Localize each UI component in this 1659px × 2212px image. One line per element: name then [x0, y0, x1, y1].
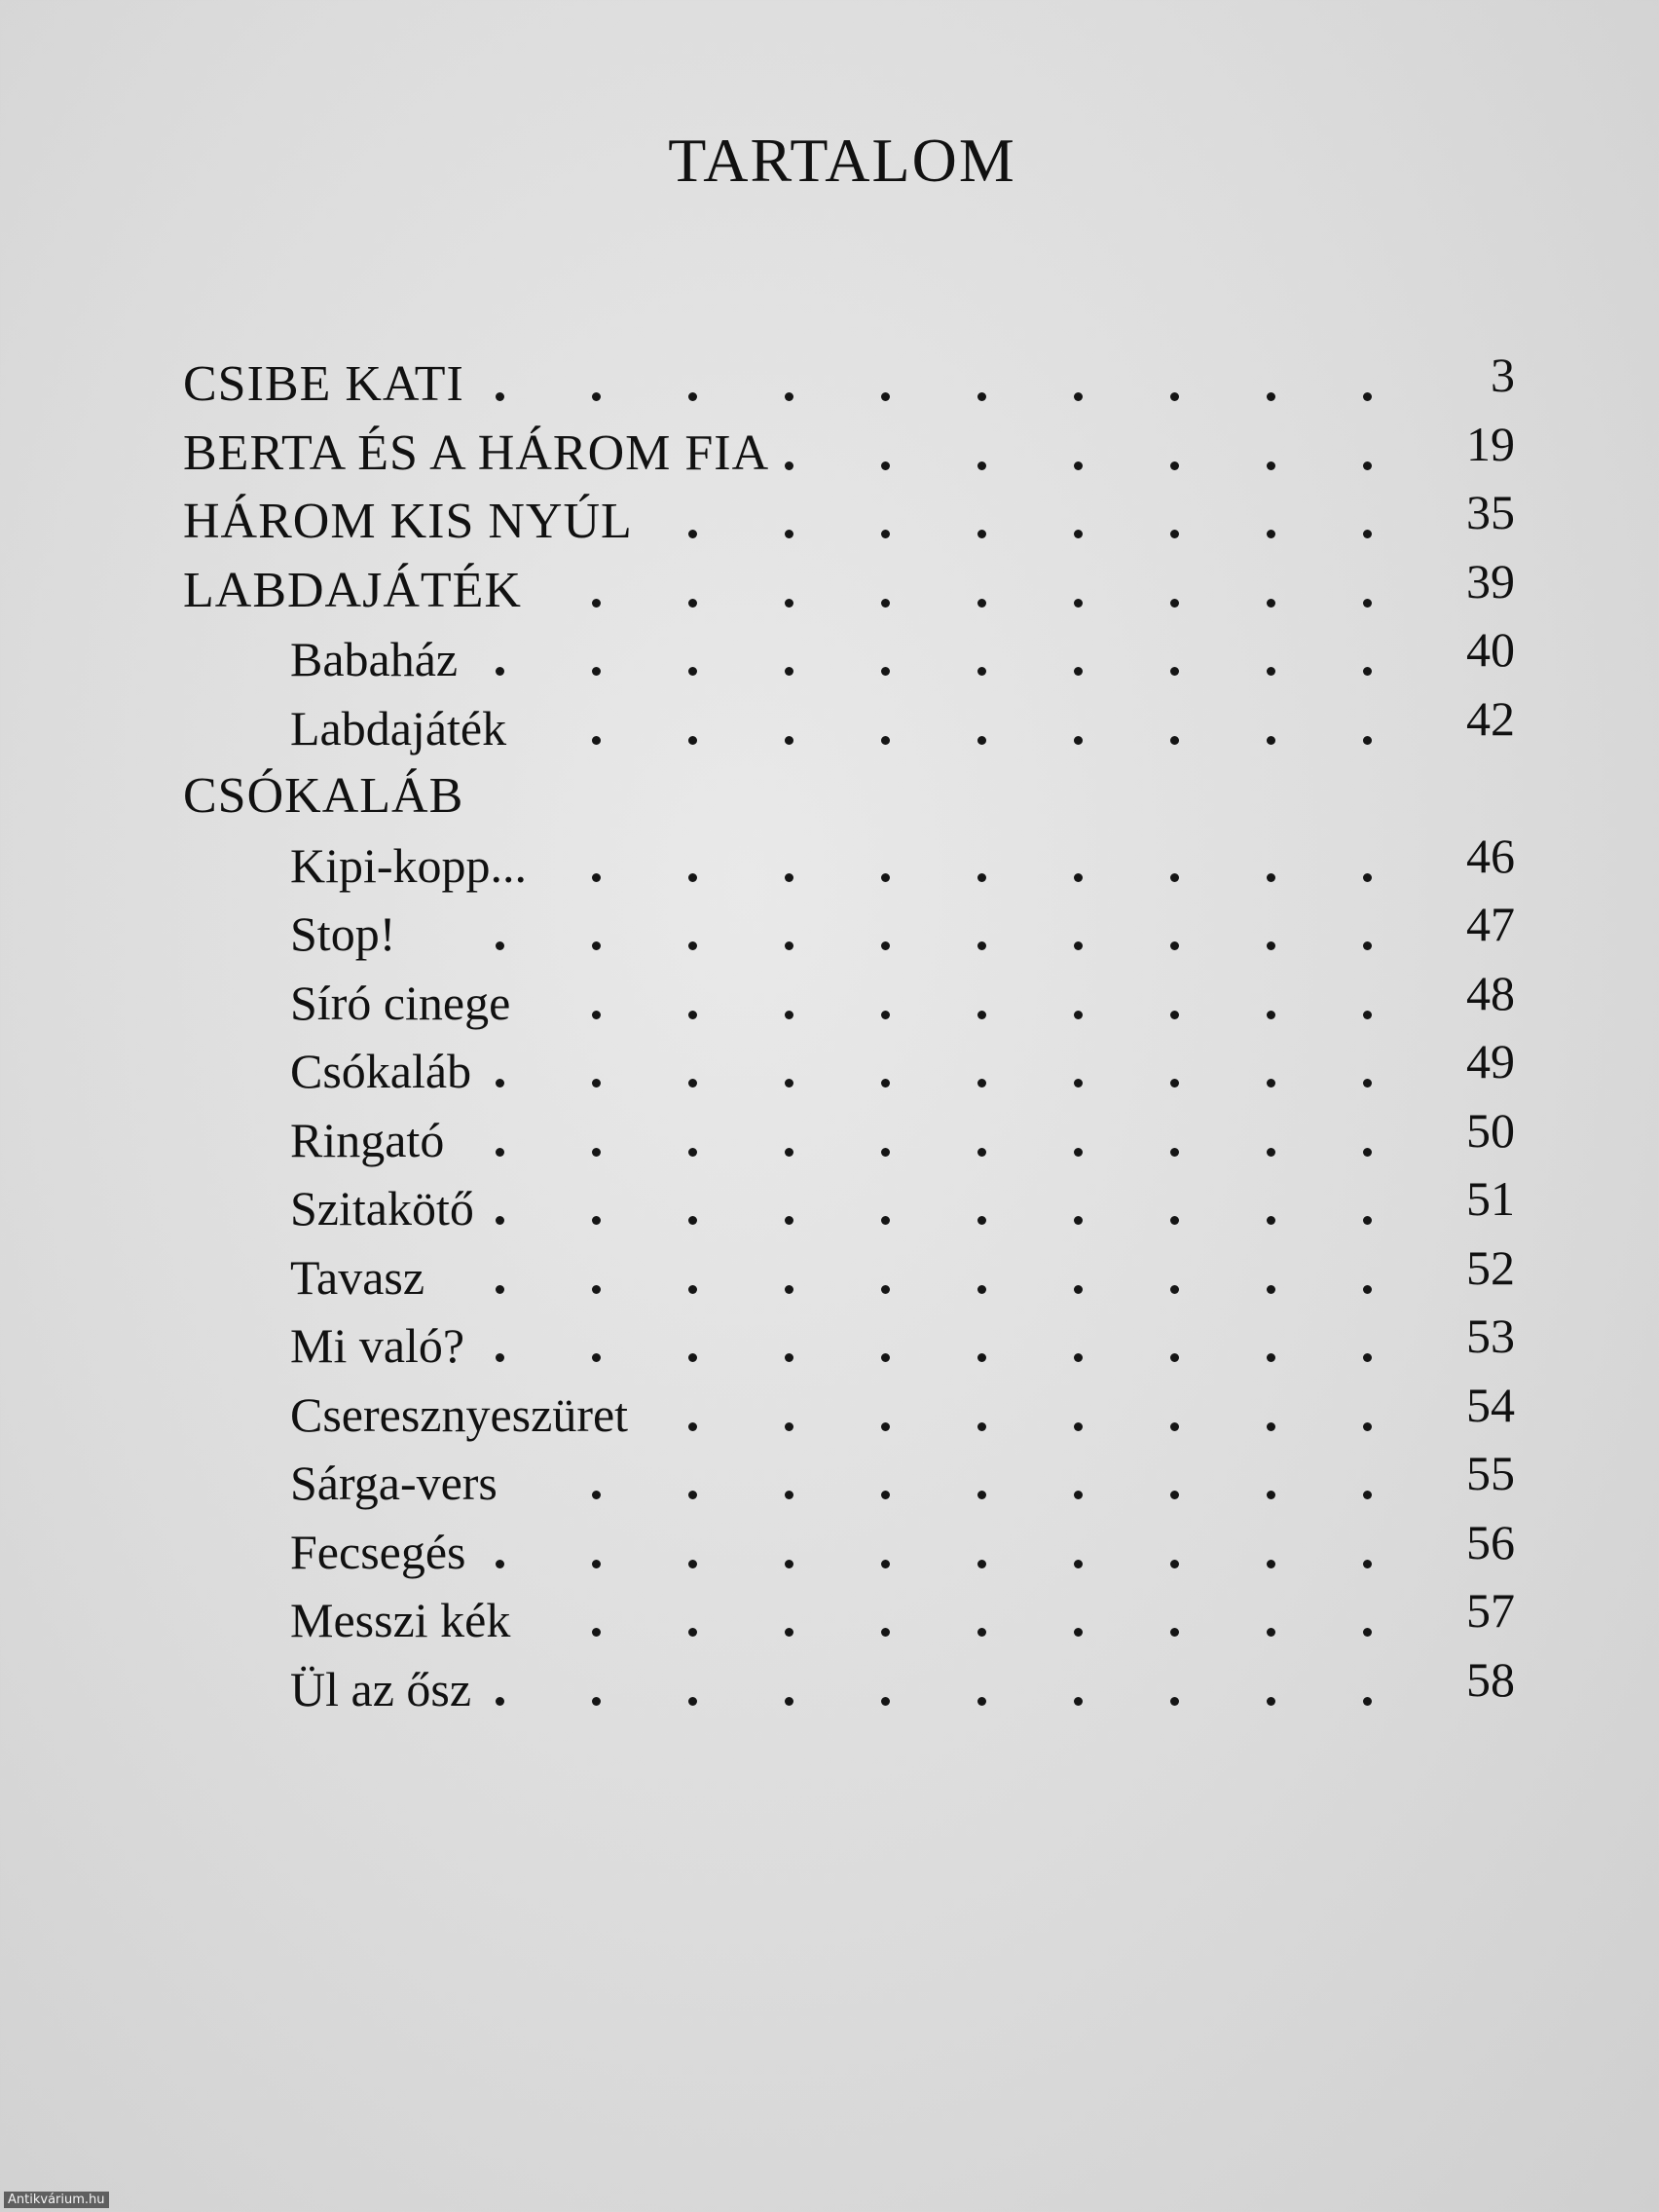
page-title: TARTALOM	[668, 126, 1016, 195]
toc-page-number: 50	[1466, 1102, 1515, 1158]
leader-dot	[1170, 1148, 1179, 1157]
toc-entry	[0, 762, 1659, 830]
dot-leader	[0, 1106, 1659, 1174]
leader-dot	[592, 1628, 601, 1637]
leader-dot	[1170, 667, 1179, 676]
leader-dot	[881, 1148, 890, 1157]
leader-dot	[881, 392, 890, 401]
leader-dot	[688, 1353, 697, 1362]
leader-dot	[977, 1491, 986, 1499]
leader-dot	[785, 1422, 793, 1431]
leader-dot	[1074, 1285, 1083, 1294]
leader-dot	[1363, 1628, 1372, 1637]
leader-dot	[881, 530, 890, 538]
leader-dot	[1074, 1697, 1083, 1706]
leader-dot	[1074, 1560, 1083, 1568]
leader-dot	[1363, 873, 1372, 882]
leader-dot	[977, 1353, 986, 1362]
leader-dot	[977, 599, 986, 608]
leader-dot	[688, 599, 697, 608]
leader-dot	[1267, 667, 1275, 676]
leader-dot	[785, 1560, 793, 1568]
leader-dot	[1267, 1011, 1275, 1019]
leader-dot	[1170, 599, 1179, 608]
leader-dot	[688, 1697, 697, 1706]
toc-page-number: 39	[1466, 553, 1515, 608]
leader-dot	[785, 1697, 793, 1706]
dot-leader	[0, 694, 1659, 762]
leader-dot	[1170, 941, 1179, 950]
leader-dot	[1170, 1011, 1179, 1019]
leader-dot	[1170, 873, 1179, 882]
toc-entry-title: Tavasz	[290, 1249, 425, 1305]
toc-entry	[0, 1651, 1659, 1723]
toc-entry-title: HÁROM KIS NYÚL	[183, 494, 633, 549]
leader-dot	[1074, 461, 1083, 470]
leader-dot	[1170, 1697, 1179, 1706]
leader-dot	[977, 530, 986, 538]
leader-dot	[881, 599, 890, 608]
toc-entry	[0, 1239, 1659, 1311]
leader-dot	[977, 1148, 986, 1157]
leader-dot	[688, 392, 697, 401]
leader-dot	[785, 873, 793, 882]
leader-dot	[592, 1148, 601, 1157]
toc-entry-title: Síró cinege	[290, 975, 511, 1030]
toc-entry	[0, 1446, 1659, 1517]
dot-leader	[0, 969, 1659, 1037]
leader-dot	[785, 1353, 793, 1362]
leader-dot	[881, 1560, 890, 1568]
leader-dot	[1170, 530, 1179, 538]
toc-entry	[0, 1311, 1659, 1380]
leader-dot	[688, 530, 697, 538]
leader-dot	[688, 1560, 697, 1568]
leader-dot	[881, 1422, 890, 1431]
leader-dot	[881, 1079, 890, 1088]
leader-dot	[1170, 1491, 1179, 1499]
leader-dot	[592, 1491, 601, 1499]
leader-dot	[881, 941, 890, 950]
leader-dot	[881, 1697, 890, 1706]
leader-dot	[1074, 1011, 1083, 1019]
dot-leader	[0, 900, 1659, 968]
leader-dot	[881, 1285, 890, 1294]
toc-entry	[0, 485, 1659, 556]
leader-dot	[688, 1216, 697, 1225]
leader-dot	[496, 1216, 504, 1225]
toc-entry-title: Szitakötő	[290, 1181, 474, 1235]
leader-dot	[1363, 1216, 1372, 1225]
leader-dot	[1170, 1079, 1179, 1088]
toc-page-number: 56	[1466, 1514, 1515, 1569]
toc-page-number: 58	[1466, 1651, 1515, 1707]
leader-dot	[1267, 941, 1275, 950]
toc-page-number: 40	[1466, 622, 1515, 677]
toc-page-number: 46	[1466, 828, 1515, 883]
leader-dot	[785, 1011, 793, 1019]
leader-dot	[1074, 1216, 1083, 1225]
leader-dot	[785, 1628, 793, 1637]
leader-dot	[1074, 736, 1083, 745]
leader-dot	[1363, 941, 1372, 950]
dot-leader	[0, 557, 1659, 625]
leader-dot	[1267, 736, 1275, 745]
leader-dot	[881, 1216, 890, 1225]
leader-dot	[785, 1216, 793, 1225]
dot-leader	[0, 1655, 1659, 1723]
leader-dot	[785, 392, 793, 401]
toc-entry	[0, 350, 1659, 419]
toc-entry-title: Messzi kék	[290, 1593, 511, 1647]
dot-leader	[0, 1449, 1659, 1517]
leader-dot	[1267, 1697, 1275, 1706]
leader-dot	[1170, 1422, 1179, 1431]
leader-dot	[977, 1697, 986, 1706]
leader-dot	[977, 1011, 986, 1019]
toc-entry-title: BERTA ÉS A HÁROM FIA	[183, 424, 770, 481]
leader-dot	[1267, 1353, 1275, 1362]
leader-dot	[1267, 1148, 1275, 1157]
leader-dot	[496, 392, 504, 401]
leader-dot	[1267, 461, 1275, 470]
leader-dot	[1267, 1560, 1275, 1568]
dot-leader	[0, 488, 1659, 556]
toc-page-number: 55	[1466, 1446, 1515, 1500]
leader-dot	[1363, 736, 1372, 745]
leader-dot	[977, 1628, 986, 1637]
leader-dot	[881, 461, 890, 470]
toc-page-number: 57	[1466, 1583, 1515, 1638]
leader-dot	[592, 667, 601, 676]
toc-page-number: 19	[1466, 416, 1515, 471]
toc-entry-title: LABDAJÁTÉK	[183, 562, 522, 618]
dot-leader	[0, 1518, 1659, 1586]
toc-entry-title: Babaház	[290, 632, 459, 686]
dot-leader	[0, 1311, 1659, 1380]
dot-leader	[0, 1586, 1659, 1654]
leader-dot	[785, 530, 793, 538]
leader-dot	[785, 736, 793, 745]
leader-dot	[1074, 1491, 1083, 1499]
leader-dot	[496, 941, 504, 950]
toc-entry	[0, 553, 1659, 625]
toc-page-number: 54	[1466, 1377, 1515, 1432]
leader-dot	[881, 1353, 890, 1362]
leader-dot	[688, 1491, 697, 1499]
leader-dot	[1363, 667, 1372, 676]
leader-dot	[977, 392, 986, 401]
leader-dot	[1363, 1079, 1372, 1088]
dot-leader	[0, 1381, 1659, 1449]
toc-entry-title: Ringató	[290, 1112, 445, 1167]
toc-entry	[0, 897, 1659, 968]
leader-dot	[977, 736, 986, 745]
leader-dot	[881, 736, 890, 745]
leader-dot	[1074, 599, 1083, 608]
leader-dot	[977, 461, 986, 470]
toc-page-number: 53	[1466, 1309, 1515, 1363]
leader-dot	[977, 1079, 986, 1088]
leader-dot	[688, 1422, 697, 1431]
leader-dot	[1363, 530, 1372, 538]
toc-entry	[0, 1034, 1659, 1105]
watermark: Antikvárium.hu	[4, 2192, 109, 2208]
leader-dot	[1170, 461, 1179, 470]
leader-dot	[1074, 941, 1083, 950]
dot-leader	[0, 420, 1659, 488]
leader-dot	[977, 667, 986, 676]
leader-dot	[1170, 392, 1179, 401]
leader-dot	[785, 461, 793, 470]
dot-leader	[0, 1243, 1659, 1311]
leader-dot	[592, 1285, 601, 1294]
leader-dot	[1074, 1422, 1083, 1431]
leader-dot	[688, 941, 697, 950]
toc-entry	[0, 828, 1659, 900]
leader-dot	[881, 873, 890, 882]
leader-dot	[785, 667, 793, 676]
dot-leader	[0, 625, 1659, 693]
toc-entry-title: Csókaláb	[290, 1044, 472, 1098]
toc-page-number: 47	[1466, 897, 1515, 951]
toc-page-number: 42	[1466, 690, 1515, 746]
leader-dot	[1074, 530, 1083, 538]
toc-entry-title: CSÓKALÁB	[183, 768, 464, 824]
leader-dot	[592, 1353, 601, 1362]
leader-dot	[785, 941, 793, 950]
leader-dot	[881, 667, 890, 676]
leader-dot	[496, 1285, 504, 1294]
toc-entry	[0, 622, 1659, 693]
leader-dot	[1074, 1353, 1083, 1362]
leader-dot	[1170, 1216, 1179, 1225]
leader-dot	[1363, 1148, 1372, 1157]
dot-leader	[0, 1037, 1659, 1105]
toc-entry-title: CSIBE KATI	[183, 356, 464, 412]
leader-dot	[785, 1079, 793, 1088]
toc-page-number: 51	[1466, 1171, 1515, 1226]
leader-dot	[592, 1079, 601, 1088]
leader-dot	[1267, 873, 1275, 882]
leader-dot	[592, 1560, 601, 1568]
leader-dot	[688, 1148, 697, 1157]
leader-dot	[496, 1697, 504, 1706]
toc-entry-title: Kipi-kopp...	[290, 837, 528, 893]
dot-leader	[0, 350, 1659, 419]
leader-dot	[592, 1011, 601, 1019]
leader-dot	[785, 1285, 793, 1294]
leader-dot	[977, 941, 986, 950]
leader-dot	[1363, 1353, 1372, 1362]
toc-entry	[0, 965, 1659, 1037]
leader-dot	[1170, 1285, 1179, 1294]
toc-entry	[0, 416, 1659, 488]
leader-dot	[881, 1628, 890, 1637]
leader-dot	[1363, 1422, 1372, 1431]
toc-entry-title: Mi való?	[290, 1318, 465, 1373]
dot-leader	[0, 1174, 1659, 1242]
toc-entry	[0, 1377, 1659, 1449]
toc-entry	[0, 690, 1659, 762]
toc-page-number: 49	[1466, 1034, 1515, 1088]
leader-dot	[785, 1491, 793, 1499]
toc-entry	[0, 1583, 1659, 1654]
leader-dot	[785, 599, 793, 608]
leader-dot	[1363, 461, 1372, 470]
leader-dot	[1074, 667, 1083, 676]
leader-dot	[496, 1079, 504, 1088]
toc-entry	[0, 1171, 1659, 1242]
leader-dot	[1074, 392, 1083, 401]
leader-dot	[1267, 1285, 1275, 1294]
leader-dot	[1074, 1628, 1083, 1637]
toc-entry-title: Ül az ősz	[290, 1661, 472, 1716]
leader-dot	[977, 873, 986, 882]
leader-dot	[592, 599, 601, 608]
toc-entry-title: Stop!	[290, 906, 396, 961]
leader-dot	[1267, 1491, 1275, 1499]
leader-dot	[1074, 1079, 1083, 1088]
leader-dot	[1074, 1148, 1083, 1157]
leader-dot	[785, 1148, 793, 1157]
dot-leader	[0, 831, 1659, 900]
leader-dot	[881, 1011, 890, 1019]
toc-page-number: 48	[1466, 965, 1515, 1020]
leader-dot	[688, 1079, 697, 1088]
leader-dot	[977, 1216, 986, 1225]
leader-dot	[592, 392, 601, 401]
toc-entry-title: Sárga-vers	[290, 1456, 498, 1510]
toc-entry	[0, 1102, 1659, 1174]
leader-dot	[1267, 1079, 1275, 1088]
leader-dot	[688, 1011, 697, 1019]
leader-dot	[496, 1353, 504, 1362]
leader-dot	[592, 941, 601, 950]
leader-dot	[1170, 1353, 1179, 1362]
leader-dot	[1170, 736, 1179, 745]
leader-dot	[977, 1422, 986, 1431]
leader-dot	[688, 736, 697, 745]
leader-dot	[1363, 1697, 1372, 1706]
leader-dot	[688, 1628, 697, 1637]
leader-dot	[1363, 392, 1372, 401]
leader-dot	[1074, 873, 1083, 882]
leader-dot	[881, 1491, 890, 1499]
toc-page-number: 3	[1491, 348, 1515, 402]
leader-dot	[688, 873, 697, 882]
leader-dot	[688, 667, 697, 676]
leader-dot	[592, 1697, 601, 1706]
leader-dot	[1267, 530, 1275, 538]
leader-dot	[496, 667, 504, 676]
leader-dot	[688, 1285, 697, 1294]
leader-dot	[1267, 392, 1275, 401]
leader-dot	[496, 1148, 504, 1157]
leader-dot	[592, 873, 601, 882]
leader-dot	[1267, 599, 1275, 608]
leader-dot	[496, 1560, 504, 1568]
leader-dot	[1363, 599, 1372, 608]
leader-dot	[1363, 1011, 1372, 1019]
toc-page-number: 35	[1466, 485, 1515, 539]
leader-dot	[977, 1285, 986, 1294]
leader-dot	[592, 736, 601, 745]
leader-dot	[1170, 1560, 1179, 1568]
leader-dot	[1267, 1422, 1275, 1431]
leader-dot	[1267, 1628, 1275, 1637]
toc-page-number: 52	[1466, 1239, 1515, 1295]
leader-dot	[592, 1216, 601, 1225]
toc-entry-title: Fecsegés	[290, 1524, 466, 1579]
leader-dot	[1267, 1216, 1275, 1225]
leader-dot	[1363, 1285, 1372, 1294]
leader-dot	[1170, 1628, 1179, 1637]
leader-dot	[1363, 1560, 1372, 1568]
toc-entry-title: Labdajáték	[290, 700, 507, 756]
leader-dot	[977, 1560, 986, 1568]
toc-entry-title: Cseresznyeszüret	[290, 1386, 629, 1442]
toc-entry	[0, 1514, 1659, 1586]
leader-dot	[1363, 1491, 1372, 1499]
